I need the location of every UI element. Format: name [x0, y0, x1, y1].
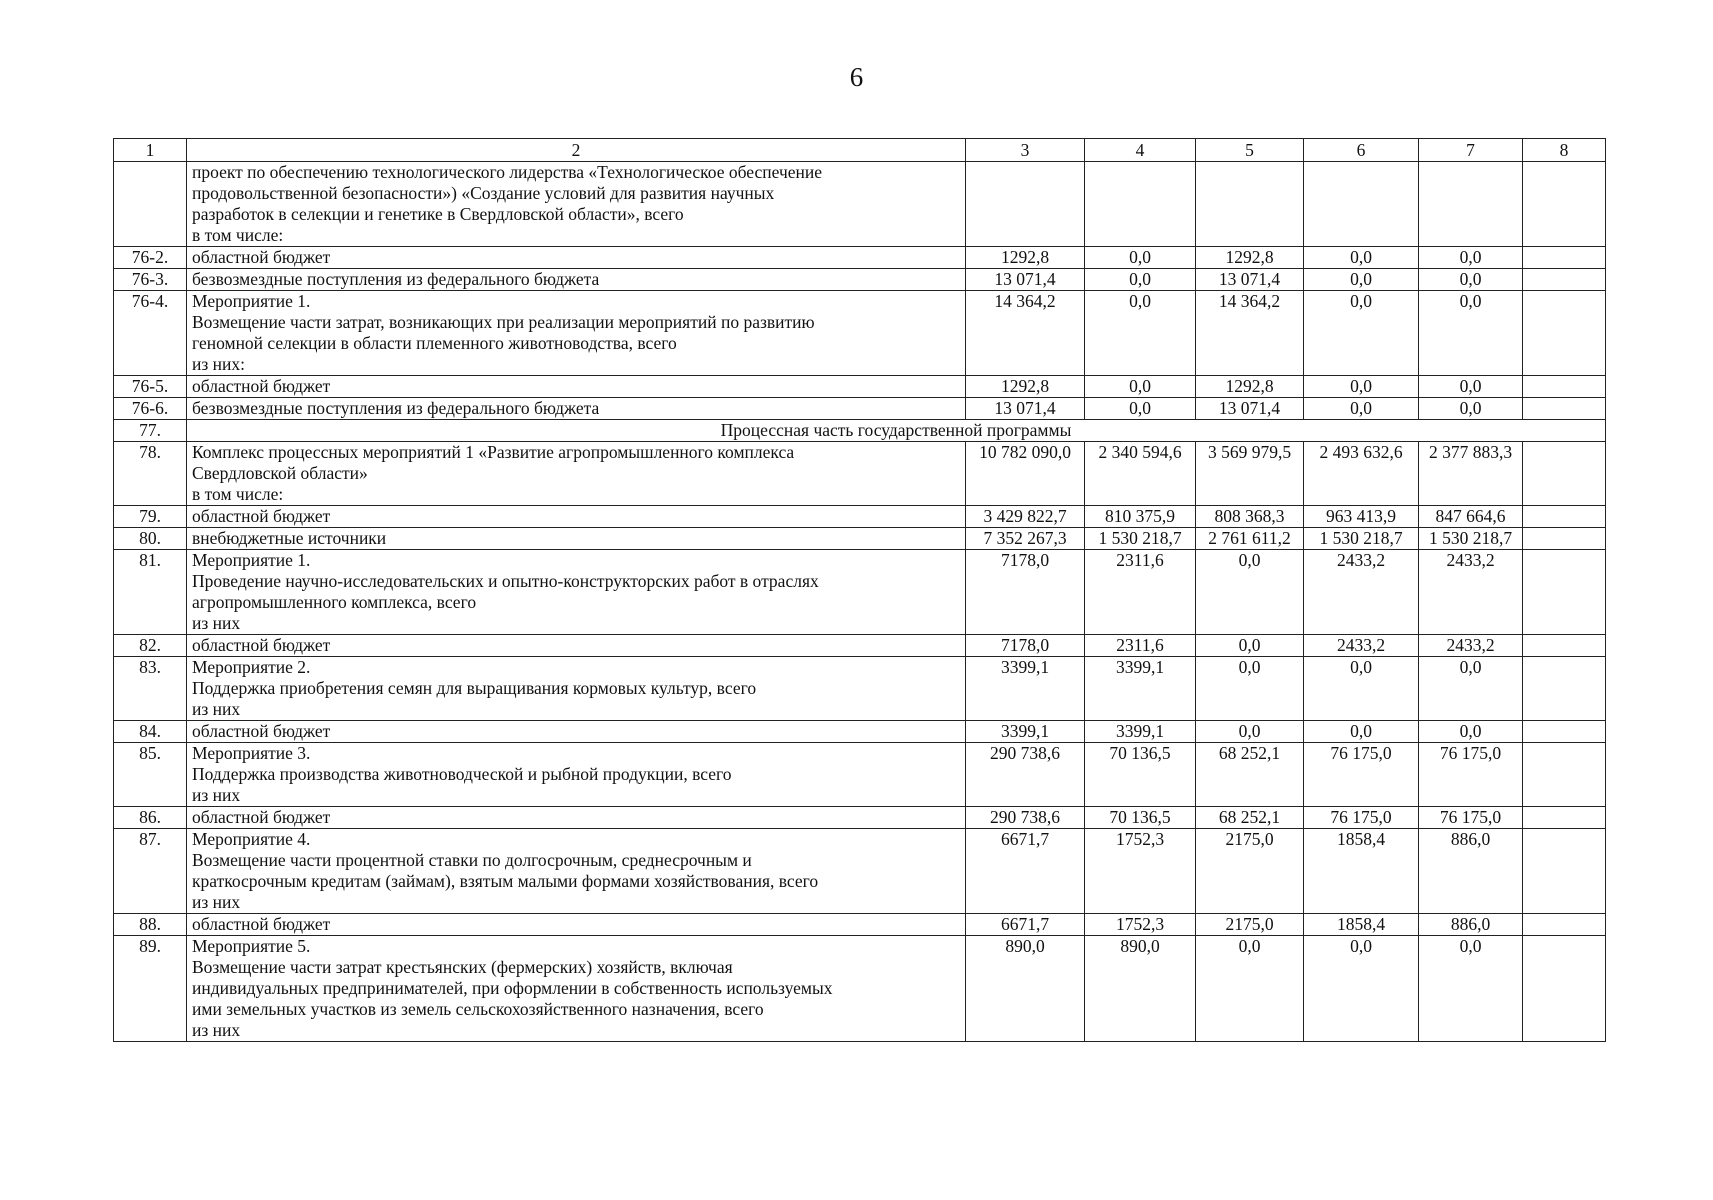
value-cell-col6: 1 530 218,7 — [1304, 528, 1419, 550]
table-row — [114, 506, 1606, 528]
row-number: 84. — [114, 721, 187, 743]
value-cell-col6: 2433,2 — [1304, 550, 1419, 635]
value-cell-col4: 810 375,9 — [1085, 506, 1196, 528]
value-cell-col8 — [1523, 829, 1606, 914]
value-cell-col6: 1858,4 — [1304, 829, 1419, 914]
table-row — [114, 550, 1606, 635]
value-cell-col3: 13 071,4 — [966, 398, 1085, 420]
value-cell-col3: 3399,1 — [966, 657, 1085, 721]
description-line: агропромышленного комплекса, всего — [192, 592, 477, 612]
description-line: из них: — [192, 354, 245, 374]
row-description — [187, 936, 966, 1042]
row-number: 83. — [114, 657, 187, 721]
description-line: из них — [192, 892, 241, 912]
description-line: краткосрочным кредитам (займам), взятым малыми формами хозяйствования, всего — [192, 871, 819, 891]
table-row — [114, 528, 1606, 550]
value-cell-col3: 890,0 — [966, 936, 1085, 1042]
description-line: из них — [192, 699, 241, 719]
row-number: 89. — [114, 936, 187, 1042]
value-cell-col6: 0,0 — [1304, 269, 1419, 291]
row-description — [187, 269, 966, 291]
value-cell-col8 — [1523, 550, 1606, 635]
row-description — [187, 721, 966, 743]
description-line: Поддержка приобретения семян для выращивания кормовых культур, всего — [192, 678, 757, 698]
value-cell-col3: 14 364,2 — [966, 291, 1085, 376]
row-number: 76-3. — [114, 269, 187, 291]
value-cell-col7: 0,0 — [1419, 398, 1523, 420]
value-cell-col6: 0,0 — [1304, 291, 1419, 376]
table-row — [114, 398, 1606, 420]
description-line: внебюджетные источники — [192, 528, 387, 548]
table-row — [114, 657, 1606, 721]
value-cell-col5: 0,0 — [1196, 635, 1304, 657]
table-row — [114, 247, 1606, 269]
value-cell-col7: 886,0 — [1419, 829, 1523, 914]
value-cell-col4: 0,0 — [1085, 398, 1196, 420]
value-cell-col7: 0,0 — [1419, 247, 1523, 269]
value-cell-col4: 1 530 218,7 — [1085, 528, 1196, 550]
row-number: 85. — [114, 743, 187, 807]
value-cell-col6: 0,0 — [1304, 936, 1419, 1042]
description-line: областной бюджет — [192, 914, 331, 934]
row-description — [187, 247, 966, 269]
header-cell: 3 — [966, 139, 1085, 162]
description-line: индивидуальных предпринимателей, при оформлении в собственность используемых — [192, 978, 833, 998]
value-cell-col5: 2 761 611,2 — [1196, 528, 1304, 550]
row-description — [187, 743, 966, 807]
value-cell-col6: 76 175,0 — [1304, 807, 1419, 829]
description-line: областной бюджет — [192, 807, 331, 827]
row-number: 76-2. — [114, 247, 187, 269]
row-description — [187, 657, 966, 721]
row-number: 79. — [114, 506, 187, 528]
header-row — [114, 139, 1606, 162]
description-line: геномной селекции в области племенного животноводства, всего — [192, 333, 677, 353]
value-cell-col3: 290 738,6 — [966, 743, 1085, 807]
page-number: 6 — [849, 62, 864, 92]
header-cell: 6 — [1304, 139, 1419, 162]
description-line: Мероприятие 3. — [192, 743, 311, 763]
value-cell-col7: 0,0 — [1419, 721, 1523, 743]
row-number: 88. — [114, 914, 187, 936]
row-number: 76-5. — [114, 376, 187, 398]
value-cell-col4: 2 340 594,6 — [1085, 442, 1196, 506]
description-line: безвозмездные поступления из федерального бюджета — [192, 398, 600, 418]
value-cell-col4: 2311,6 — [1085, 635, 1196, 657]
value-cell-col4: 0,0 — [1085, 291, 1196, 376]
value-cell-col3: 7178,0 — [966, 550, 1085, 635]
value-cell-col6: 0,0 — [1304, 247, 1419, 269]
table-row — [114, 829, 1606, 914]
value-cell-col5 — [1196, 162, 1304, 247]
row-description — [187, 506, 966, 528]
row-description — [187, 442, 966, 506]
description-line: в том числе: — [192, 225, 284, 245]
value-cell-col5: 0,0 — [1196, 657, 1304, 721]
value-cell-col5: 0,0 — [1196, 721, 1304, 743]
value-cell-col3: 1292,8 — [966, 376, 1085, 398]
value-cell-col8 — [1523, 528, 1606, 550]
value-cell-col4: 0,0 — [1085, 247, 1196, 269]
value-cell-col4: 3399,1 — [1085, 657, 1196, 721]
description-line: Возмещение части процентной ставки по долгосрочным, среднесрочным и — [192, 850, 752, 870]
value-cell-col4: 2311,6 — [1085, 550, 1196, 635]
value-cell-col7: 0,0 — [1419, 269, 1523, 291]
value-cell-col6: 0,0 — [1304, 657, 1419, 721]
value-cell-col8 — [1523, 657, 1606, 721]
description-line: в том числе: — [192, 484, 284, 504]
description-line: областной бюджет — [192, 635, 331, 655]
value-cell-col8 — [1523, 635, 1606, 657]
value-cell-col3: 10 782 090,0 — [966, 442, 1085, 506]
value-cell-col7: 0,0 — [1419, 376, 1523, 398]
value-cell-col6: 0,0 — [1304, 398, 1419, 420]
value-cell-col7: 0,0 — [1419, 657, 1523, 721]
description-line: областной бюджет — [192, 506, 331, 526]
value-cell-col3 — [966, 162, 1085, 247]
value-cell-col3: 6671,7 — [966, 914, 1085, 936]
value-cell-col6: 76 175,0 — [1304, 743, 1419, 807]
table-row — [114, 269, 1606, 291]
description-line: из них — [192, 1020, 241, 1040]
value-cell-col7 — [1419, 162, 1523, 247]
description-line: Проведение научно-исследовательских и опытно-конструкторских работ в отраслях — [192, 571, 819, 591]
value-cell-col4: 890,0 — [1085, 936, 1196, 1042]
value-cell-col8 — [1523, 376, 1606, 398]
row-description — [187, 635, 966, 657]
table-row — [114, 635, 1606, 657]
table-row — [114, 162, 1606, 247]
row-description — [187, 807, 966, 829]
row-number: 86. — [114, 807, 187, 829]
row-number: 82. — [114, 635, 187, 657]
value-cell-col5: 14 364,2 — [1196, 291, 1304, 376]
value-cell-col6: 1858,4 — [1304, 914, 1419, 936]
table-row — [114, 936, 1606, 1042]
table-row — [114, 291, 1606, 376]
row-number: 80. — [114, 528, 187, 550]
description-line: Поддержка производства животноводческой и рыбной продукции, всего — [192, 764, 732, 784]
value-cell-col8 — [1523, 936, 1606, 1042]
value-cell-col5: 1292,8 — [1196, 247, 1304, 269]
value-cell-col3: 7178,0 — [966, 635, 1085, 657]
row-number: 78. — [114, 442, 187, 506]
row-description — [187, 291, 966, 376]
table-row — [114, 807, 1606, 829]
description-line: Мероприятие 2. — [192, 657, 311, 677]
value-cell-col5: 13 071,4 — [1196, 398, 1304, 420]
value-cell-col5: 68 252,1 — [1196, 807, 1304, 829]
row-number: 81. — [114, 550, 187, 635]
value-cell-col5: 2175,0 — [1196, 914, 1304, 936]
description-line: Мероприятие 5. — [192, 936, 311, 956]
value-cell-col7: 2433,2 — [1419, 635, 1523, 657]
value-cell-col6: 2 493 632,6 — [1304, 442, 1419, 506]
description-line: Возмещение части затрат, возникающих при реализации мероприятий по развитию — [192, 312, 815, 332]
table-row — [114, 721, 1606, 743]
table-row — [114, 376, 1606, 398]
description-line: из них — [192, 785, 241, 805]
header-cell: 1 — [114, 139, 187, 162]
value-cell-col7: 0,0 — [1419, 936, 1523, 1042]
value-cell-col5: 808 368,3 — [1196, 506, 1304, 528]
section-title: Процессная часть государственной программы — [187, 420, 1606, 442]
row-description — [187, 829, 966, 914]
budget-table — [113, 138, 1606, 1042]
row-description — [187, 550, 966, 635]
value-cell-col3: 7 352 267,3 — [966, 528, 1085, 550]
description-line: Свердловской области» — [192, 463, 368, 483]
row-description — [187, 528, 966, 550]
value-cell-col5: 0,0 — [1196, 936, 1304, 1042]
value-cell-col7: 2433,2 — [1419, 550, 1523, 635]
description-line: продовольственной безопасности») «Создание условий для развития научных — [192, 183, 775, 203]
header-cell: 4 — [1085, 139, 1196, 162]
value-cell-col8 — [1523, 914, 1606, 936]
value-cell-col6 — [1304, 162, 1419, 247]
value-cell-col3: 3399,1 — [966, 721, 1085, 743]
value-cell-col4: 0,0 — [1085, 269, 1196, 291]
value-cell-col6: 2433,2 — [1304, 635, 1419, 657]
value-cell-col5: 1292,8 — [1196, 376, 1304, 398]
row-number — [114, 162, 187, 247]
value-cell-col8 — [1523, 721, 1606, 743]
value-cell-col8 — [1523, 269, 1606, 291]
value-cell-col8 — [1523, 442, 1606, 506]
value-cell-col3: 3 429 822,7 — [966, 506, 1085, 528]
description-line: областной бюджет — [192, 247, 331, 267]
row-description — [187, 162, 966, 247]
description-line: Мероприятие 1. — [192, 291, 311, 311]
value-cell-col8 — [1523, 807, 1606, 829]
value-cell-col4 — [1085, 162, 1196, 247]
value-cell-col5: 68 252,1 — [1196, 743, 1304, 807]
value-cell-col8 — [1523, 247, 1606, 269]
value-cell-col6: 963 413,9 — [1304, 506, 1419, 528]
row-number: 87. — [114, 829, 187, 914]
value-cell-col4: 3399,1 — [1085, 721, 1196, 743]
description-line: разработок в селекции и генетике в Свердловской области», всего — [192, 204, 684, 224]
value-cell-col4: 70 136,5 — [1085, 743, 1196, 807]
header-cell: 5 — [1196, 139, 1304, 162]
value-cell-col5: 3 569 979,5 — [1196, 442, 1304, 506]
row-description — [187, 376, 966, 398]
value-cell-col8 — [1523, 291, 1606, 376]
row-number: 76-6. — [114, 398, 187, 420]
row-number: 77. — [114, 420, 187, 442]
description-line: проект по обеспечению технологического лидерства «Технологическое обеспечение — [192, 162, 823, 182]
value-cell-col6: 0,0 — [1304, 376, 1419, 398]
value-cell-col4: 1752,3 — [1085, 829, 1196, 914]
value-cell-col7: 847 664,6 — [1419, 506, 1523, 528]
description-line: областной бюджет — [192, 721, 331, 741]
row-description — [187, 398, 966, 420]
header-cell: 7 — [1419, 139, 1523, 162]
value-cell-col8 — [1523, 398, 1606, 420]
description-line: безвозмездные поступления из федерального бюджета — [192, 269, 600, 289]
value-cell-col4: 70 136,5 — [1085, 807, 1196, 829]
value-cell-col7: 0,0 — [1419, 291, 1523, 376]
value-cell-col4: 1752,3 — [1085, 914, 1196, 936]
value-cell-col7: 76 175,0 — [1419, 807, 1523, 829]
row-number: 76-4. — [114, 291, 187, 376]
row-description — [187, 914, 966, 936]
description-line: из них — [192, 613, 241, 633]
description-line: Мероприятие 1. — [192, 550, 311, 570]
value-cell-col5: 13 071,4 — [1196, 269, 1304, 291]
value-cell-col8 — [1523, 506, 1606, 528]
description-line: областной бюджет — [192, 376, 331, 396]
header-cell: 2 — [187, 139, 966, 162]
value-cell-col5: 2175,0 — [1196, 829, 1304, 914]
description-line: Мероприятие 4. — [192, 829, 311, 849]
value-cell-col3: 290 738,6 — [966, 807, 1085, 829]
value-cell-col8 — [1523, 743, 1606, 807]
value-cell-col6: 0,0 — [1304, 721, 1419, 743]
table-row — [114, 420, 1606, 442]
value-cell-col3: 1292,8 — [966, 247, 1085, 269]
value-cell-col7: 1 530 218,7 — [1419, 528, 1523, 550]
value-cell-col4: 0,0 — [1085, 376, 1196, 398]
table-row — [114, 743, 1606, 807]
value-cell-col7: 2 377 883,3 — [1419, 442, 1523, 506]
description-line: ими земельных участков из земель сельскохозяйственного назначения, всего — [192, 999, 764, 1019]
value-cell-col3: 13 071,4 — [966, 269, 1085, 291]
description-line: Возмещение части затрат крестьянских (фермерских) хозяйств, включая — [192, 957, 733, 977]
header-cell: 8 — [1523, 139, 1606, 162]
value-cell-col8 — [1523, 162, 1606, 247]
table-row — [114, 914, 1606, 936]
description-line: Комплекс процессных мероприятий 1 «Развитие агропромышленного комплекса — [192, 442, 795, 462]
value-cell-col5: 0,0 — [1196, 550, 1304, 635]
value-cell-col7: 886,0 — [1419, 914, 1523, 936]
value-cell-col3: 6671,7 — [966, 829, 1085, 914]
table-row — [114, 442, 1606, 506]
value-cell-col7: 76 175,0 — [1419, 743, 1523, 807]
